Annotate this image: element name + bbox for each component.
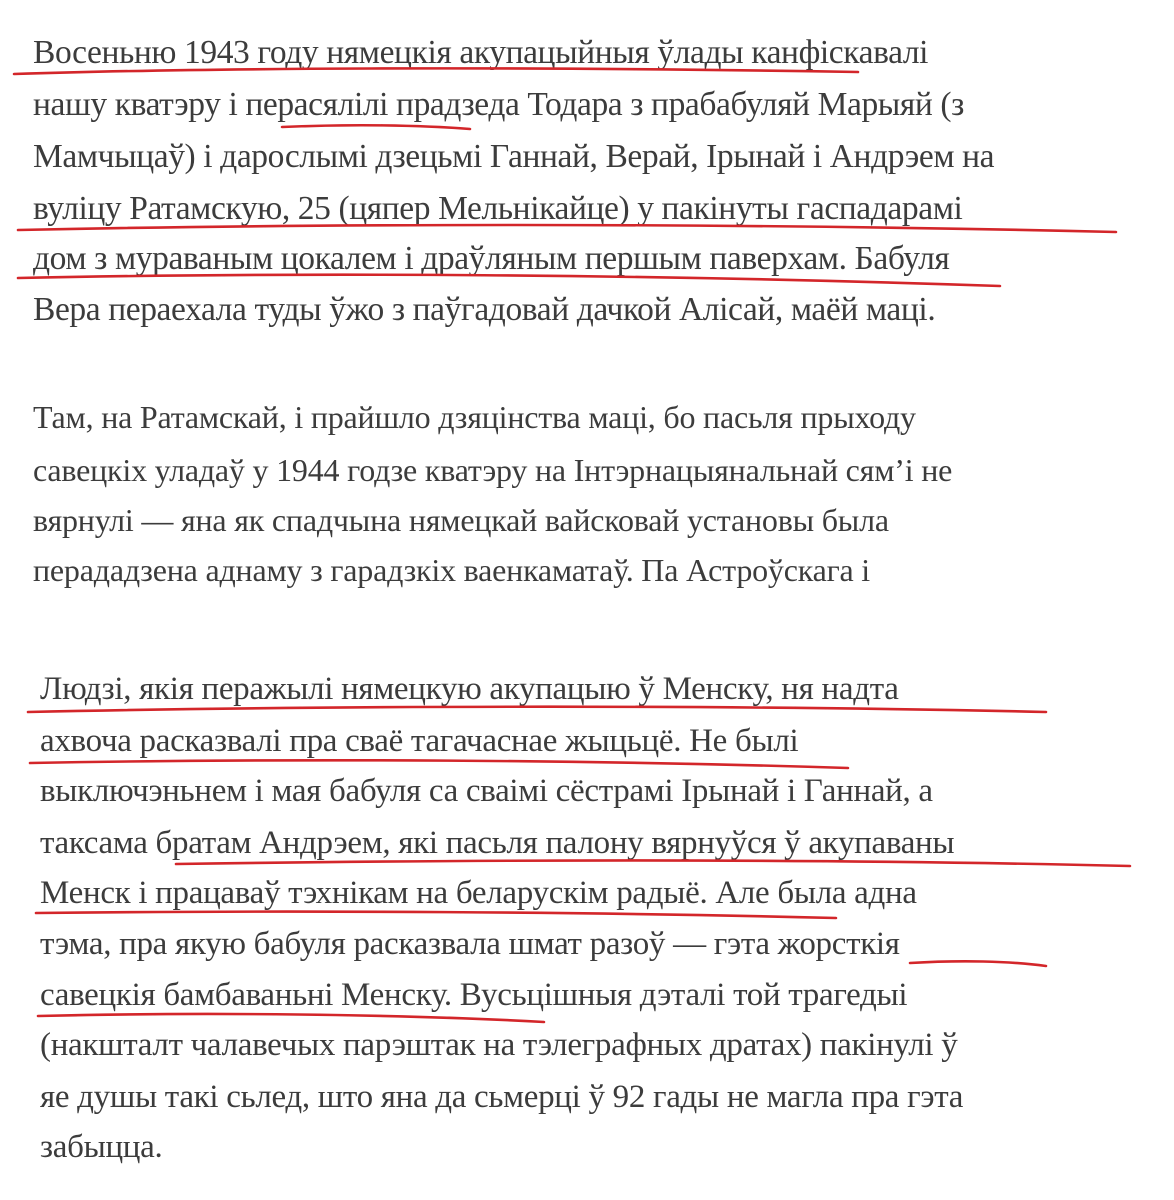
paragraph-line: Менск і працаваў тэхнікам на беларускім радыё. Але была адна [40, 875, 917, 911]
paragraph-line: Мамчыцаў) і дарослымі дзецьмі Ганнай, Верай, Ірынай і Андрэем на [33, 138, 995, 175]
paragraph-line: тэма, пра якую бабуля расказвала шмат разоў — гэта жорсткія [40, 926, 900, 962]
paragraph-line: вуліцу Ратамскую, 25 (цяпер Мельнікайце) у пакінуты гаспадарамі [33, 190, 963, 227]
paragraph-line: савецкія бамбаваньні Менску. Вусьцішныя дэталі той трагедыі [40, 977, 908, 1013]
red-underline [282, 125, 470, 129]
paragraph-line: Вера пераехала туды ўжо з паўгадовай дачкой Алісай, маёй маці. [33, 291, 936, 328]
paragraph-line: выключэньнем і мая бабуля са сваімі сёстрамі Ірынай і Ганнай, а [40, 773, 933, 809]
paragraph-line: Людзі, якія перажылі нямецкую акупацыю ў Менску, ня надта [40, 671, 899, 707]
red-underline [38, 1014, 544, 1022]
paragraph-line: перададзена аднаму з гарадзкіх ваенкаматаў. Па Астроўскага і [33, 552, 871, 588]
paragraph-line: таксама братам Андрэем, які пасьля палону вярнуўся ў акупаваны [40, 825, 955, 861]
paragraph-line: забыцца. [40, 1129, 163, 1165]
paragraph-line: ахвоча расказвалі пра сваё тагачаснае жыцьцё. Не былі [40, 723, 799, 759]
red-underline [30, 760, 848, 768]
paragraph-line: нашу кватэру і перасялілі прадзеда Тодара з прабабуляй Марыяй (з [33, 86, 964, 123]
paragraph-line: Восеньню 1943 году нямецкія акупацыйныя ўлады канфіскавалі [33, 34, 929, 71]
paragraph-line: вярнулі — яна як спадчына нямецкай вайсковай установы была [33, 502, 889, 538]
red-underline [910, 961, 1046, 966]
paragraph-line: яе душы такі сьлед, што яна да сьмерці ў 92 гады не магла пра гэта [40, 1079, 964, 1115]
paragraph-line: (накшталт чалавечых парэштак на тэлеграфных дратах) пакінулі ў [40, 1027, 958, 1063]
paragraph-line: дом з мураваным цокалем і драўляным першым паверхам. Бабуля [33, 240, 950, 277]
paragraph-line: савецкіх уладаў у 1944 годзе кватэру на Інтэрнацыянальнай сям’і не [33, 452, 953, 488]
paragraph-line: Там, на Ратамскай, і прайшло дзяцінства маці, бо пасьля прыходу [33, 399, 916, 435]
